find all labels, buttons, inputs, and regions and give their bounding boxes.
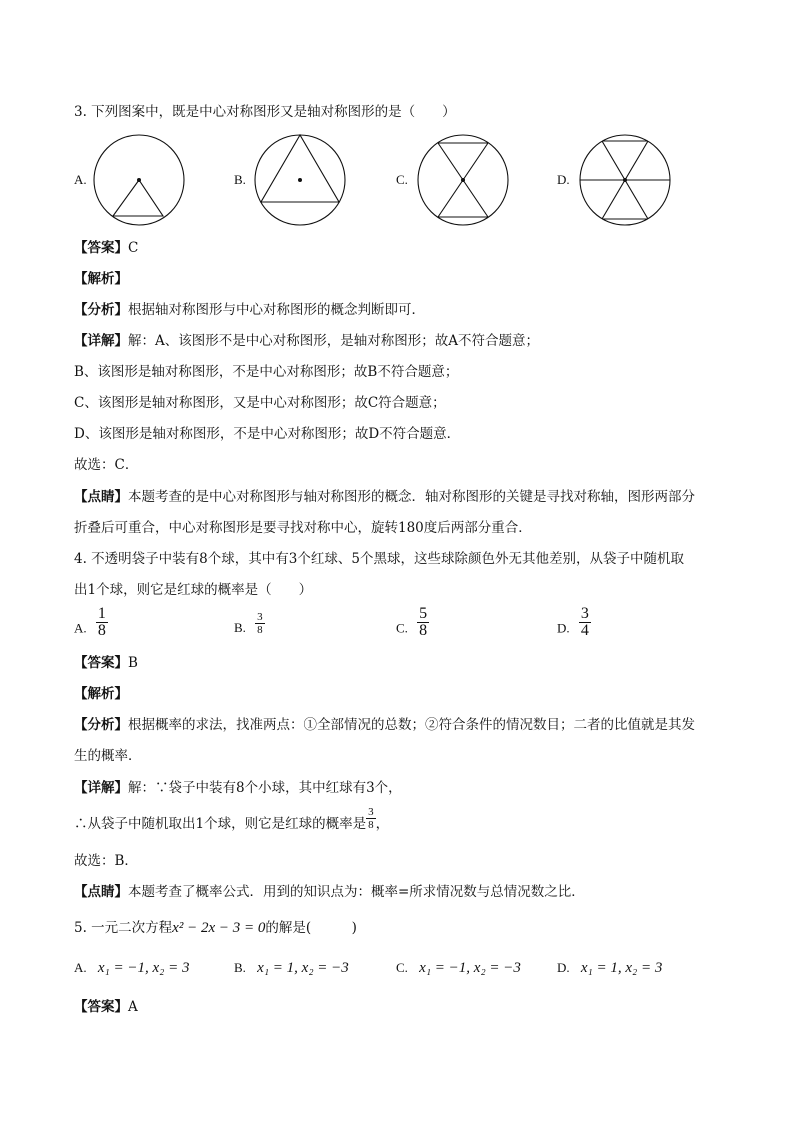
q3-line-c: C、该图形是轴对称图形，又是中心对称图形；故C符合题意； (74, 395, 446, 411)
stem-post: 的解是( ) (265, 920, 357, 936)
q5-option-c (396, 960, 521, 977)
q5-stem (74, 918, 357, 938)
q3-dianjing-cont: 折叠后可重合，中心对称图形是要寻找对称中心，旋转180度后两部分重合． (74, 520, 532, 536)
numerator: 1 (97, 605, 106, 622)
xiangjie-text: 解：A、该图形不是中心对称图形，是轴对称图形；故A不符合题意； (128, 333, 539, 349)
q3-line-b: B、该图形是轴对称图形，不是中心对称图形；故B不符合题意； (74, 364, 459, 380)
q4-xiangjie (74, 778, 402, 798)
q3-figure-c (416, 134, 510, 228)
q3-line-d: D、该图形是轴对称图形，不是中心对称图形；故D不符合题意． (74, 426, 461, 442)
fenxi-tag: 【分析】 (74, 717, 128, 733)
q3-option-d-label: D. (557, 172, 570, 187)
q3-option-c-label: C. (396, 172, 408, 187)
q4-fenxi (74, 715, 695, 735)
option-label: A. (74, 620, 87, 636)
denominator: 8 (368, 819, 374, 831)
fenxi-text: 根据轴对称图形与中心对称图形的概念判断即可． (128, 302, 425, 318)
q3-answer (74, 238, 138, 258)
option-label: D. (557, 620, 570, 636)
numerator: 3 (580, 605, 589, 622)
numerator: 3 (368, 806, 374, 818)
dianjing-tag: 【点睛】 (74, 489, 128, 505)
result-end: ， (375, 816, 390, 832)
q4-fenxi-cont: 生的概率． (74, 748, 142, 764)
q3-choose: 故选：C． (74, 457, 139, 473)
answer-value: B (128, 655, 138, 671)
numerator: 3 (257, 610, 263, 623)
q4-option-b (234, 610, 265, 636)
q3-stem: 3. 下列图案中，既是中心对称图形又是轴对称图形的是（ ） (74, 104, 456, 120)
q5-option-a (74, 960, 190, 977)
option-expr: x₁ = −1, x₂ = 3 (97, 960, 190, 976)
denominator: 4 (580, 622, 589, 639)
q3-dianjing (74, 487, 695, 507)
option-expr: x₁ = −1, x₂ = −3 (419, 960, 521, 976)
fraction (579, 606, 591, 639)
q4-option-d (557, 605, 591, 639)
fenxi-text: 根据概率的求法，找准两点：①全部情况的总数；②符合条件的情况数目；二者的比值就是其发 (128, 717, 695, 733)
answer-value: C (128, 240, 139, 256)
q4-choose: 故选：B． (74, 853, 138, 869)
q3-option-b-label: B. (234, 172, 246, 187)
option-label: C. (396, 960, 408, 975)
stem-pre: 5. 一元二次方程 (74, 920, 173, 936)
denominator: 8 (419, 622, 428, 639)
option-label: B. (234, 620, 246, 635)
q3-option-a-label: A. (74, 172, 87, 187)
option-label: C. (396, 620, 408, 636)
denominator: 8 (257, 623, 263, 636)
option-expr: x₁ = 1, x₂ = 3 (580, 960, 663, 976)
answer-tag: 【答案】 (74, 655, 128, 671)
q4-stem-1: 4. 不透明袋子中装有8个球，其中有3个红球、5个黑球，这些球除颜色外无其他差别，从袋子中随机取 (74, 551, 684, 567)
dianjing-tag: 【点睛】 (74, 884, 128, 900)
therefore-text: ∴从袋子中随机取出1个球，则它是红球的概率是 (74, 816, 367, 832)
q4-therefore (74, 806, 390, 834)
q5-option-b (234, 960, 349, 977)
q3-figure-a (92, 134, 186, 228)
q3-fenxi (74, 300, 425, 320)
denominator: 8 (97, 622, 106, 639)
q4-stem-2: 出1个球，则它是红球的概率是（ ） (74, 582, 313, 598)
result-fraction (366, 806, 376, 831)
xiangjie-tag: 【详解】 (74, 780, 128, 796)
q4-option-c (396, 605, 429, 639)
xiangjie-tag: 【详解】 (74, 333, 128, 349)
q3-jiexi-heading: 【解析】 (74, 271, 128, 287)
option-expr: x₁ = 1, x₂ = −3 (257, 960, 349, 976)
option-label: D. (557, 960, 570, 975)
q4-option-a (74, 605, 108, 639)
xiangjie-text: 解：∵袋子中装有8个小球，其中红球有3个， (128, 780, 402, 796)
q5-answer (74, 997, 138, 1017)
dianjing-text: 本题考查了概率公式．用到的知识点为：概率=所求情况数与总情况数之比． (128, 884, 585, 900)
q4-jiexi-heading: 【解析】 (74, 686, 128, 702)
option-label: A. (74, 960, 87, 975)
answer-tag: 【答案】 (74, 240, 128, 256)
q4-answer (74, 653, 138, 673)
fraction (96, 606, 108, 639)
fraction (255, 611, 265, 636)
q3-figure-d (578, 134, 672, 228)
equation: x² − 2x − 3 = 0 (172, 920, 266, 936)
q5-option-d (557, 960, 662, 977)
fenxi-tag: 【分析】 (74, 302, 128, 318)
option-label: B. (234, 960, 246, 975)
fraction (417, 606, 429, 639)
numerator: 5 (419, 605, 428, 622)
q4-dianjing (74, 882, 585, 902)
q3-figure-b (253, 134, 347, 228)
answer-value: A (128, 999, 138, 1015)
q3-xiangjie (74, 331, 539, 351)
dianjing-text: 本题考查的是中心对称图形与轴对称图形的概念．轴对称图形的关键是寻找对称轴，图形两部分 (128, 489, 695, 505)
answer-tag: 【答案】 (74, 999, 128, 1015)
